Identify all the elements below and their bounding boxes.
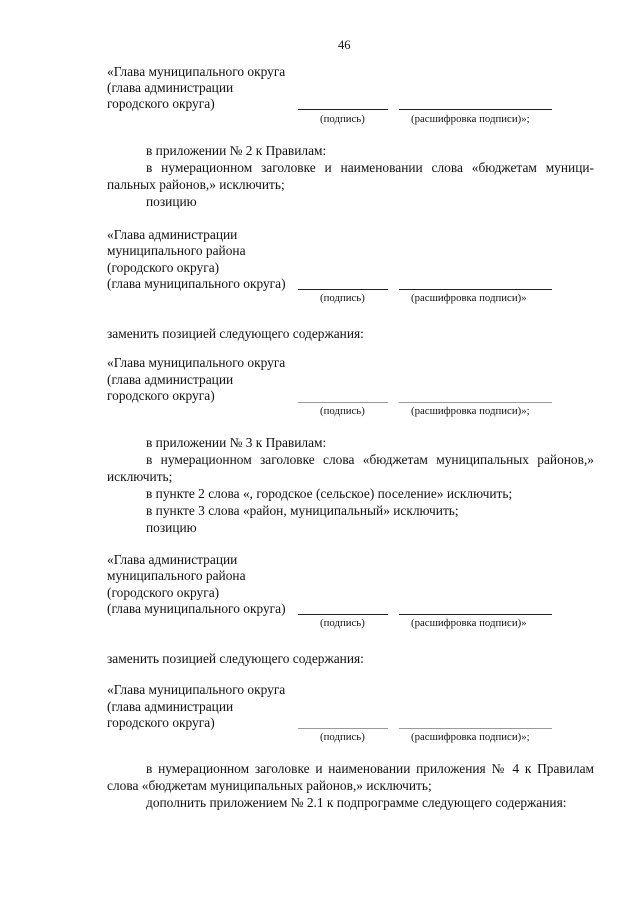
signature-name-caption: (расшифровка подписи)»; [411, 731, 530, 743]
signature-name-line [399, 402, 552, 403]
paragraph-line: позицию [146, 520, 197, 535]
position-block-3-line-2: (глава администрации [107, 372, 234, 387]
paragraph-line: в пункте 3 слова «район, муниципальный» исключить; [146, 503, 459, 518]
paragraph-line: исключить; [107, 469, 173, 484]
paragraph-line: в приложении № 3 к Правилам: [146, 435, 327, 450]
position-block-5-line-2: (глава администрации [107, 699, 234, 714]
signature-name-caption: (расшифровка подписи)» [411, 292, 527, 304]
signature-name-line [399, 614, 552, 615]
paragraph-line: в приложении № 2 к Правилам: [146, 143, 327, 158]
paragraph-line: слова «бюджетам муниципальных районов,» исключить; [107, 778, 432, 793]
position-block-3-line-1: «Глава муниципального округа [107, 355, 286, 370]
signature-name-caption: (расшифровка подписи)» [411, 617, 527, 629]
paragraph-line: заменить позицией следующего содержания: [107, 651, 364, 666]
paragraph-line: заменить позицией следующего содержания: [107, 326, 364, 341]
signature-caption: (подпись) [320, 292, 365, 304]
signature-caption: (подпись) [320, 617, 365, 629]
paragraph-line: в пункте 2 слова «, городское (сельское) поселение» исключить; [146, 486, 513, 501]
paragraph-line: позицию [146, 194, 197, 209]
paragraph-line: дополнить приложением № 2.1 к подпрограмме следующего содержания: [146, 795, 567, 810]
position-block-1-line-1: «Глава муниципального округа [107, 64, 286, 79]
page-number: 46 [338, 38, 351, 52]
position-block-2-line-4: (глава муниципального округа) [107, 276, 286, 291]
position-block-2-line-1: «Глава администрации [107, 227, 238, 242]
signature-caption: (подпись) [320, 113, 365, 125]
signature-caption: (подпись) [320, 405, 365, 417]
paragraph-line: в нумерационном заголовке и наименовании приложения № 4 к Правилам [146, 761, 594, 776]
position-block-5-line-1: «Глава муниципального округа [107, 682, 286, 697]
position-block-1-line-3: городского округа) [107, 96, 215, 111]
paragraph-line: в нумерационном заголовке и наименовании слова «бюджетам муници- [146, 160, 594, 175]
position-block-2-line-3: (городского округа) [107, 260, 220, 275]
signature-line [298, 402, 388, 403]
signature-line [298, 109, 388, 110]
signature-line [298, 728, 388, 729]
signature-line [298, 289, 388, 290]
signature-name-line [399, 289, 552, 290]
position-block-4-line-2: муниципального района [107, 568, 246, 583]
position-block-1-line-2: (глава администрации [107, 80, 234, 95]
position-block-4-line-3: (городского округа) [107, 585, 220, 600]
signature-name-caption: (расшифровка подписи)»; [411, 405, 530, 417]
paragraph-line: в нумерационном заголовке слова «бюджетам муниципальных районов,» [146, 452, 594, 467]
position-block-2-line-2: муниципального района [107, 243, 246, 258]
signature-name-caption: (расшифровка подписи)»; [411, 113, 530, 125]
signature-line [298, 614, 388, 615]
paragraph-line: пальных районов,» исключить; [107, 177, 285, 192]
signature-caption: (подпись) [320, 731, 365, 743]
signature-name-line [399, 728, 552, 729]
position-block-3-line-3: городского округа) [107, 388, 215, 403]
position-block-5-line-3: городского округа) [107, 715, 215, 730]
signature-name-line [399, 109, 552, 110]
position-block-4-line-4: (глава муниципального округа) [107, 601, 286, 616]
position-block-4-line-1: «Глава администрации [107, 552, 238, 567]
